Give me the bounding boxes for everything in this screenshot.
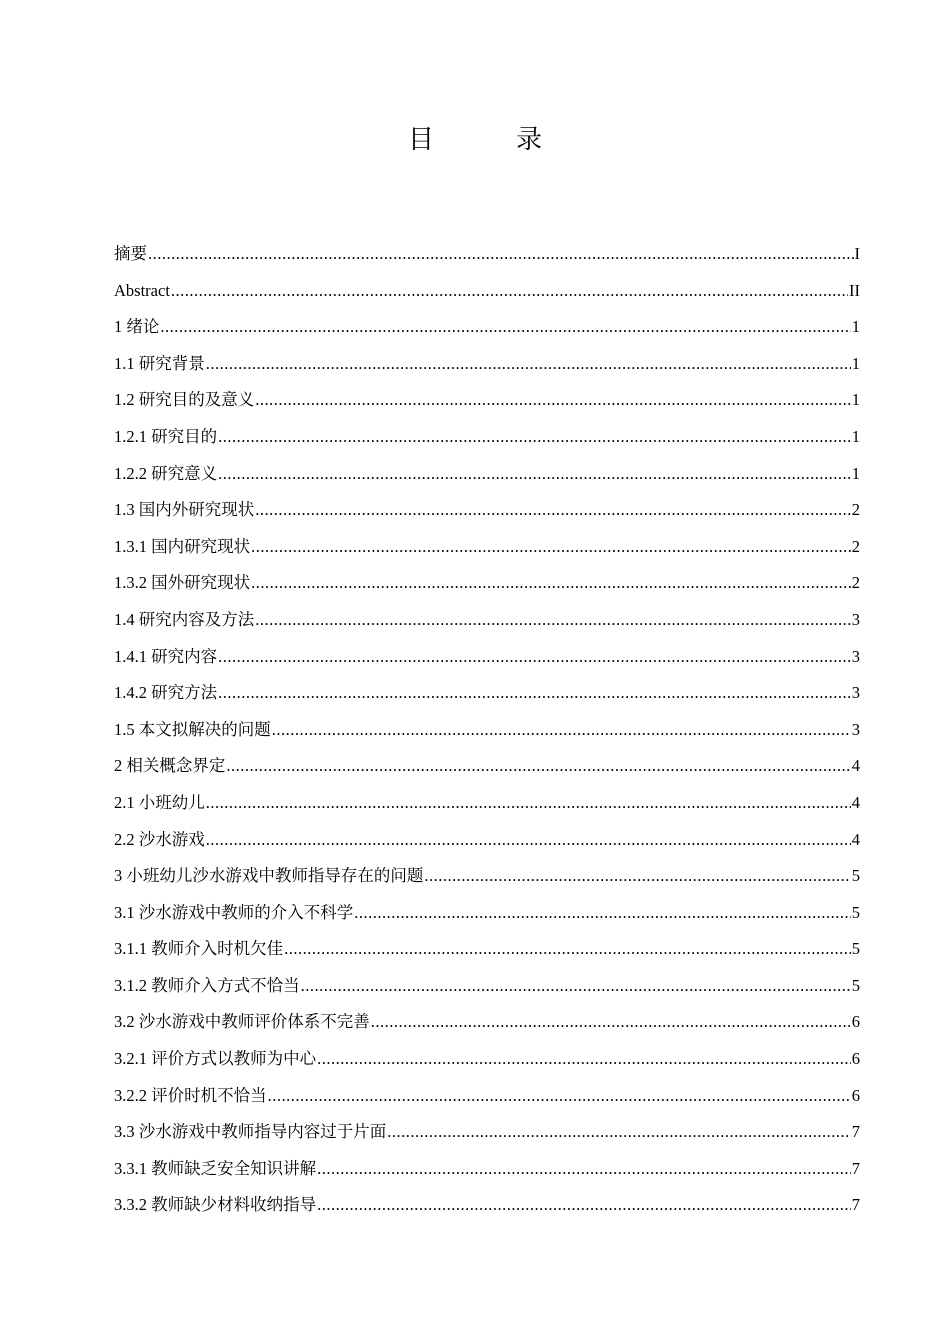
toc-entry-label: 1.1 研究背景 (114, 353, 205, 373)
toc-entry-page-number: 5 (851, 975, 860, 995)
toc-entry[interactable] (114, 931, 860, 968)
toc-entry[interactable] (114, 419, 860, 456)
toc-entry[interactable] (114, 748, 860, 785)
toc-entry[interactable] (114, 1187, 860, 1224)
toc-entry-page-number: I (854, 244, 860, 263)
dot-leader (226, 748, 850, 785)
toc-entry-label: 1.4 研究内容及方法 (114, 609, 255, 629)
toc-title: 目 录 (407, 125, 570, 155)
toc-entry-label: 1 绪论 (114, 317, 160, 337)
dot-leader (255, 602, 851, 639)
toc-entry-page-number: 6 (851, 1085, 860, 1105)
toc-entry-page-number: II (849, 280, 860, 300)
toc-entry-page-number: 6 (851, 1012, 860, 1032)
toc-entry[interactable] (114, 712, 860, 749)
toc-entry-page-number: 2 (851, 573, 860, 593)
dot-leader (255, 492, 851, 529)
toc-entry-label: 1.4.1 研究内容 (114, 646, 218, 666)
dot-leader (268, 1078, 851, 1115)
toc-entry-label: 3.1.1 教师介入时机欠佳 (114, 939, 284, 959)
toc-entry-page-number: 1 (851, 317, 860, 337)
dot-leader (272, 712, 851, 749)
toc-entry[interactable] (114, 968, 860, 1005)
dot-leader (251, 565, 851, 602)
toc-entry-label: 2 相关概念界定 (114, 756, 226, 776)
toc-entry-label: 3.3 沙水游戏中教师指导内容过于片面 (114, 1122, 387, 1142)
toc-entry-label: 3.2 沙水游戏中教师评价体系不完善 (114, 1012, 370, 1032)
dot-leader (255, 382, 851, 419)
toc-entry-page-number: 1 (851, 463, 860, 483)
toc-entry-page-number: 2 (851, 536, 860, 556)
toc-entry-page-number: 4 (851, 756, 860, 776)
toc-entry-label: 1.4.2 研究方法 (114, 683, 218, 703)
dot-leader (218, 456, 851, 493)
dot-leader (171, 273, 848, 310)
toc-entry[interactable] (114, 492, 860, 529)
table-of-contents (114, 236, 860, 1224)
dot-leader (148, 236, 854, 273)
toc-entry[interactable] (114, 639, 860, 676)
toc-entry[interactable] (114, 822, 860, 859)
toc-entry-page-number: 3 (851, 609, 860, 629)
toc-entry-label: 1.2 研究目的及意义 (114, 390, 255, 410)
dot-leader (317, 1041, 851, 1078)
dot-leader (301, 968, 851, 1005)
toc-entry[interactable] (114, 675, 860, 712)
toc-entry-page-number: 4 (851, 829, 860, 849)
toc-entry-label: 3.2.2 评价时机不恰当 (114, 1085, 267, 1105)
dot-leader (251, 529, 851, 566)
toc-entry-label: 3.3.1 教师缺乏安全知识讲解 (114, 1158, 317, 1178)
toc-entry[interactable] (114, 1004, 860, 1041)
dot-leader (206, 822, 851, 859)
toc-entry[interactable] (114, 309, 860, 346)
dot-leader (284, 931, 851, 968)
toc-entry-label: 1.3.1 国内研究现状 (114, 536, 251, 556)
dot-leader (317, 1187, 851, 1224)
toc-entry[interactable] (114, 602, 860, 639)
toc-entry-label: 1.3 国内外研究现状 (114, 500, 255, 520)
toc-entry-label: 摘要 (114, 244, 147, 263)
toc-entry-page-number: 7 (851, 1158, 860, 1178)
toc-entry-page-number: 7 (851, 1122, 860, 1142)
toc-entry[interactable] (114, 1078, 860, 1115)
dot-leader (354, 895, 851, 932)
dot-leader (206, 785, 851, 822)
toc-entry-page-number: 4 (851, 792, 860, 812)
dot-leader (218, 419, 851, 456)
toc-entry-page-number: 3 (851, 646, 860, 666)
toc-entry-label: 1.2.2 研究意义 (114, 463, 218, 483)
toc-entry[interactable] (114, 1151, 860, 1188)
toc-entry[interactable] (114, 382, 860, 419)
toc-entry-label: 1.3.2 国外研究现状 (114, 573, 251, 593)
toc-entry-page-number: 1 (851, 426, 860, 446)
toc-entry-label: 3.2.1 评价方式以教师为中心 (114, 1049, 317, 1069)
dot-leader (371, 1004, 851, 1041)
dot-leader (387, 1114, 851, 1151)
toc-entry[interactable] (114, 346, 860, 383)
toc-entry[interactable] (114, 565, 860, 602)
toc-entry[interactable] (114, 456, 860, 493)
toc-entry[interactable] (114, 1114, 860, 1151)
toc-entry-label: 2.2 沙水游戏 (114, 829, 205, 849)
toc-entry-page-number: 6 (851, 1049, 860, 1069)
dot-leader (218, 639, 851, 676)
dot-leader (218, 675, 851, 712)
toc-entry-page-number: 2 (851, 500, 860, 520)
toc-entry-page-number: 3 (851, 683, 860, 703)
toc-entry[interactable] (114, 236, 860, 273)
toc-entry[interactable] (114, 273, 860, 310)
toc-entry[interactable] (114, 895, 860, 932)
dot-leader (160, 309, 850, 346)
toc-entry-page-number: 5 (851, 939, 860, 959)
toc-entry-page-number: 1 (851, 390, 860, 410)
toc-entry[interactable] (114, 858, 860, 895)
toc-entry-label: 1.5 本文拟解决的问题 (114, 719, 271, 739)
toc-entry-label: 1.2.1 研究目的 (114, 426, 218, 446)
toc-entry-page-number: 7 (851, 1195, 860, 1215)
toc-entry-label: 3 小班幼儿沙水游戏中教师指导存在的问题 (114, 866, 424, 886)
toc-entry[interactable] (114, 1041, 860, 1078)
toc-entry-page-number: 3 (851, 719, 860, 739)
toc-entry-label: 3.3.2 教师缺少材料收纳指导 (114, 1195, 317, 1215)
toc-entry-page-number: 5 (851, 902, 860, 922)
toc-entry-label: 3.1.2 教师介入方式不恰当 (114, 975, 300, 995)
dot-leader (424, 858, 850, 895)
toc-entry-label: Abstract (114, 280, 170, 300)
toc-entry-label: 3.1 沙水游戏中教师的介入不科学 (114, 902, 354, 922)
toc-entry[interactable] (114, 529, 860, 566)
toc-entry[interactable] (114, 785, 860, 822)
toc-entry-page-number: 1 (851, 353, 860, 373)
toc-entry-label: 2.1 小班幼儿 (114, 792, 205, 812)
toc-entry-page-number: 5 (851, 866, 860, 886)
dot-leader (206, 346, 851, 383)
dot-leader (317, 1151, 851, 1188)
